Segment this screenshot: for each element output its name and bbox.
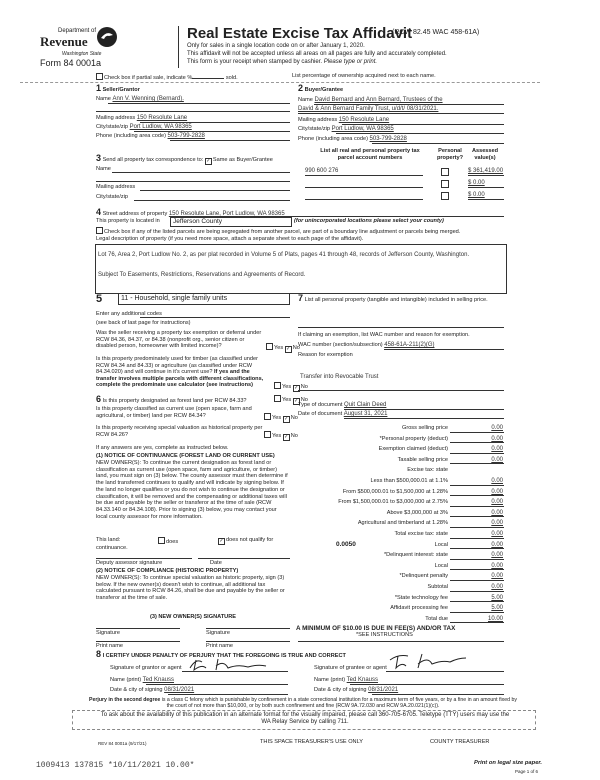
does-option xyxy=(158,537,178,546)
grantee-date-row[interactable] xyxy=(314,687,398,694)
assessed-header-1: Assessed xyxy=(471,148,499,154)
sold-label: sold. xyxy=(225,75,238,81)
grantor-signature-image xyxy=(188,656,268,672)
name-print-label: Name (print) xyxy=(314,677,346,683)
legal-description-line-2: Subject To Easements, Restrictions, Reservations and Agreements of Record. xyxy=(98,272,306,278)
notice-compliance-text: NEW OWNER(S): To continue special valuation as historic property, sign (3) below. If the new owner(s) doesn't wish to continue, all additional tax calculated pursuant to RCW 84.26, shall be due and payable by the seller or transferor at the time of sale. xyxy=(96,575,285,602)
partial-sale-label: Check box if partial sale, indicate % xyxy=(104,75,193,81)
section-number: 4 xyxy=(96,207,102,217)
mail-label: Mailing address xyxy=(298,117,338,123)
grantee-signature-field[interactable] xyxy=(386,671,504,672)
perjury-bold: Perjury in the second degree xyxy=(89,697,161,703)
personal-property-checkbox[interactable] xyxy=(441,168,449,176)
phone-label: Phone (including area code) xyxy=(298,136,368,142)
deputy-date-field[interactable] xyxy=(198,558,290,559)
grantor-signature-field[interactable] xyxy=(182,671,288,672)
additional-codes-field[interactable] xyxy=(140,317,290,318)
buyer-heading xyxy=(298,85,343,94)
no-label: No xyxy=(300,397,308,403)
mail-label: Mailing address xyxy=(96,115,136,121)
forest-question-text: Is this property designated as forest land per RCW 84.33? xyxy=(102,398,247,404)
print-name-label: Print name xyxy=(96,643,124,649)
section-number: 2 xyxy=(298,83,304,93)
buyer-mail-row[interactable] xyxy=(298,117,389,124)
deputy-signature-field[interactable] xyxy=(96,558,192,559)
tax-row-value: 0.00 xyxy=(491,488,503,495)
underline xyxy=(342,124,504,125)
sec3-mail-label: Mailing address xyxy=(96,184,136,190)
legal-paper-note: Print on legal size paper. xyxy=(474,760,542,766)
signature-label: Signature xyxy=(96,630,120,636)
reason-value[interactable]: Transfer into Revocable Trust xyxy=(300,374,379,380)
tax-row-label: Excise tax: state xyxy=(407,467,448,474)
yes-label: Yes xyxy=(274,345,284,351)
underline xyxy=(170,140,290,141)
tax-row-value: 10.00 xyxy=(487,615,503,622)
notice-continuance-title: (1) NOTICE OF CONTINUANCE (FOREST LAND OR CURRENT USE) xyxy=(96,453,275,459)
docdate-value: August 31, 2021 xyxy=(343,411,388,417)
tax-row-label: Less than $500,000.01 at 1.1% xyxy=(370,478,448,484)
tax-row-label: Gross selling price xyxy=(401,425,448,431)
does-label: does xyxy=(166,539,179,545)
underline xyxy=(344,418,504,419)
tax-row-label: From $1,500,000.01 to $3,000,000 at 2.75% xyxy=(338,499,448,506)
treasurer-stamp: 1009413 137815 *10/11/2021 10.00* xyxy=(36,761,195,770)
buyer-phone-value: 503-799-2828 xyxy=(369,136,407,142)
tax-row-value: 0.00 xyxy=(491,531,503,537)
tax-row-label: *State technology fee xyxy=(394,594,448,601)
see-instructions-note: *SEE INSTRUCTIONS xyxy=(356,632,413,638)
grantee-name-row[interactable] xyxy=(314,677,378,684)
buyer-mail-value: 150 Resolute Lane xyxy=(338,117,390,123)
certify-text: I CERTIFY UNDER PENALTY OF PERJURY THAT THE FOREGOING IS TRUE AND CORRECT xyxy=(102,653,346,659)
minimum-due-note: A MINIMUM OF $10.00 IS DUE IN FEE(S) AND/OR TAX xyxy=(296,625,456,632)
section-number: 3 xyxy=(96,153,102,163)
no-label: No xyxy=(292,345,300,351)
q3-yes-checkbox[interactable] xyxy=(274,395,281,402)
tax-row-label: Subtotal xyxy=(427,584,448,590)
treasurer-use-label: THIS SPACE TREASURER'S USE ONLY xyxy=(260,739,364,745)
segregated-checkbox[interactable] xyxy=(96,227,103,234)
no-label: No xyxy=(290,415,298,421)
q2-no-checkbox[interactable]: ✓ xyxy=(294,385,299,391)
grantee-signature-image xyxy=(388,652,468,670)
q2-yes-checkbox[interactable] xyxy=(274,382,281,389)
section-number: 1 xyxy=(96,83,102,93)
tax-row-value: 0.00 xyxy=(491,446,503,453)
sec3-name-label: Name xyxy=(96,166,111,172)
perjury-warning xyxy=(88,697,518,709)
q5-yes-checkbox[interactable] xyxy=(264,431,271,438)
type-print-note: Please type or print. xyxy=(323,59,378,65)
grantor-name-value: Ted Knauss xyxy=(142,677,175,683)
tax-row-label: Agricultural and timberland at 1.28% xyxy=(357,520,448,527)
seller-name-row[interactable] xyxy=(96,96,184,103)
wac-value: 458-61A-211(2)(G) xyxy=(384,342,435,348)
tax-row-value: 5.00 xyxy=(491,605,503,612)
deputy-label: Deputy assessor signature xyxy=(96,560,163,566)
tax-row-label: *Delinquent penalty xyxy=(399,573,448,580)
additional-codes-label: Enter any additional codes xyxy=(96,311,162,317)
header-line-2: This affidavit will not be accepted unless all areas on all pages are fully and accurately completed. xyxy=(187,51,447,57)
sec3-heading xyxy=(96,155,273,165)
dor-logo-icon xyxy=(96,26,118,48)
land-use-code-select[interactable]: 11 - Household, single family units xyxy=(118,293,290,305)
partial-percent-field[interactable] xyxy=(192,78,224,79)
page-number: Page 1 of 6 xyxy=(515,769,539,774)
personal-property-checkbox[interactable] xyxy=(441,192,449,200)
reason-label: Reason for exemption xyxy=(298,352,353,358)
grantor-date-value: 08/31/2021 xyxy=(164,687,195,693)
same-as-buyer-label: Same as Buyer/Grantee xyxy=(212,157,273,163)
tax-row-label: Exemption claimed (deduct) xyxy=(378,446,448,453)
assessed-header-2: value(s) xyxy=(474,155,496,161)
seller-title: Seller/Grantor xyxy=(102,87,140,93)
sec3-city-label: City/state/zip xyxy=(96,194,129,200)
tax-row-label: Local xyxy=(434,541,448,548)
buyer-name-line-2: David & Ann Bernard Family Trust, u/d/t/ 08/31/2021. xyxy=(298,106,439,112)
underline xyxy=(384,349,504,350)
form-title: Real Estate Excise Tax Affidavit xyxy=(187,25,413,42)
tax-row-value: 5.00 xyxy=(491,594,503,601)
tax-row-label: *Personal property (deduct) xyxy=(379,435,448,442)
if-yes-note: If any answers are yes, complete as instructed below. xyxy=(96,445,229,451)
personal-property-checkbox[interactable] xyxy=(441,180,449,188)
assessed-value-field[interactable] xyxy=(468,187,504,188)
tax-row-value: 0.00 xyxy=(491,520,503,527)
does-checkbox[interactable] xyxy=(158,537,165,544)
sec3-name-field[interactable] xyxy=(112,172,290,173)
assessed-value: $ 0.00 xyxy=(468,180,485,186)
personal-property-label: List all personal property (tangible and intangible) included in selling price. xyxy=(304,297,488,303)
receipt-note: This form is your receipt when stamped by cashier. xyxy=(187,59,323,65)
list-percentage-note: List percentage of ownership acquired next to each name. xyxy=(292,73,436,79)
date-city-label: Date & city of signing xyxy=(314,687,367,693)
tax-row-label: Taxable selling price xyxy=(397,456,448,463)
this-land-label: This land: xyxy=(96,537,121,543)
reason-underline xyxy=(298,390,504,391)
name-label: Name xyxy=(298,97,313,103)
yes-label: Yes xyxy=(272,433,282,439)
city-label: City/state/zip xyxy=(96,124,129,130)
seller-name-value: Ann V. Wenning (Bernard). xyxy=(112,96,184,102)
header-line-1: Only for sales in a single location code on or after January 1, 2020. xyxy=(187,43,365,49)
no-label: No xyxy=(290,433,298,439)
forest-question xyxy=(96,396,247,405)
sec7-text xyxy=(298,295,506,304)
seller-heading xyxy=(96,85,140,94)
header-divider xyxy=(178,26,179,68)
personal-header-1: Personal xyxy=(438,148,462,154)
form-rcw: (RCW 82.45 WAC 458-61A) xyxy=(392,29,480,36)
seller-city-value: Port Ludlow, WA 98365 xyxy=(129,124,192,130)
docdate-row[interactable] xyxy=(298,411,387,418)
tax-row-value: 0.00 xyxy=(491,435,503,442)
dept-label: Department of xyxy=(58,28,97,34)
sec3-mail-field[interactable] xyxy=(140,190,290,191)
header-line-3 xyxy=(187,59,377,66)
parcel-number-field[interactable] xyxy=(305,199,423,200)
notice-continuance-text: NEW OWNER(S): To continue the current designation as forest land or classification as current use (open space, farm and agriculture, or timber) land, you must sign on (3) below. The county assessor must then determine if the land transferred continues to qualify and will indicate by signing below. If the land no longer qualifies or you do not wish to continue the designation or classification, it will be removed and the compensating or additional taxes will be due and payable by the seller or transferor at the time of sale (RCW 84.33.140 or 84.34.108). Prior to signing (3) below, you may contact your local county assessor for more information. xyxy=(96,460,288,520)
tax-row-label: Affidavit processing fee xyxy=(390,605,448,612)
parcel-number-field[interactable] xyxy=(305,175,423,176)
wac-label: WAC number (section/subsection) xyxy=(298,342,383,348)
underline xyxy=(372,143,504,144)
docdate-label: Date of document xyxy=(298,411,343,417)
legal-label: Legal description of property (if you need more space, attach a separate sheet to each page of the affidavit). xyxy=(96,236,364,242)
tax-row-value: 0.00 xyxy=(491,499,503,506)
tax-row-label: From $500,000.01 to $1,500,000 at 1.28% xyxy=(342,488,448,495)
located-label: This property is located in xyxy=(96,218,160,224)
new-owner-signature-title: (3) NEW OWNER(S) SIGNATURE xyxy=(150,614,236,620)
owner-print-name-field-1[interactable] xyxy=(96,641,180,642)
underline xyxy=(140,122,290,123)
seller-name-underline xyxy=(108,103,290,104)
underline xyxy=(372,694,504,695)
alternate-format-note: To ask about the availability of this publication in an alternate format for the visually impaired, please call 360-705-6705. Teletype (TTY) users may use the WA Relay Service by calling 711. xyxy=(100,712,510,725)
q1-yes-no xyxy=(266,343,300,353)
tax-row-label: Local xyxy=(434,562,448,569)
street-label: Street address of property xyxy=(102,211,168,217)
parcel-number-field[interactable] xyxy=(305,187,423,188)
tax-row-label: Above $3,000,000 at 3% xyxy=(386,509,448,516)
does-not-checkbox[interactable]: ✓ xyxy=(219,538,224,544)
buyer-name-row-2[interactable] xyxy=(298,106,438,113)
tax-row-value: 0.00 xyxy=(491,541,503,548)
underline xyxy=(344,409,504,410)
assessed-value-field[interactable] xyxy=(468,175,504,176)
unincorporated-note: (for unincorporated locations please select your county) xyxy=(294,218,444,224)
underline xyxy=(146,684,288,685)
personal-property-field[interactable] xyxy=(298,327,504,328)
section-number: 8 xyxy=(96,649,102,659)
q1-yes-checkbox[interactable] xyxy=(266,343,273,350)
sec3-name-field-2[interactable] xyxy=(96,181,290,182)
exemption-question: Was the seller receiving a property tax exemption or deferral under RCW 84.36, 84.37, or 84.38 (nonprofit org., senior citizen or disabled person, homeowner with limited income)? xyxy=(96,330,262,349)
seller-name-line-2[interactable] xyxy=(96,111,290,112)
underline xyxy=(314,104,504,105)
yes-label: Yes xyxy=(282,397,292,403)
does-not-option xyxy=(218,537,273,545)
print-name-label: Print name xyxy=(206,643,234,649)
q3-no-checkbox[interactable]: ✓ xyxy=(294,398,299,404)
county-treasurer-label: COUNTY TREASURER xyxy=(430,739,490,745)
underline xyxy=(168,694,288,695)
local-rate: 0.0050 xyxy=(336,541,356,548)
same-as-buyer-checkbox[interactable]: ✓ xyxy=(206,158,211,164)
parcel-number: 990 600 276 xyxy=(305,168,339,174)
q5-no-checkbox[interactable]: ✓ xyxy=(284,434,289,440)
q4-yes-checkbox[interactable] xyxy=(264,413,271,420)
historical-question: Is this property receiving special valuation as historical property per RCW 84.26? xyxy=(96,425,263,438)
no-label: No xyxy=(300,384,308,390)
name-print-label: Name (print) xyxy=(110,677,142,683)
wac-row[interactable] xyxy=(298,342,434,349)
exemption-claim-label: If claiming an exemption, list WAC number and reason for exemption. xyxy=(298,332,470,338)
signature-label: Signature xyxy=(206,630,230,636)
owner-signature-field-2[interactable] xyxy=(206,628,290,629)
street-value: 150 Resolute Lane, Port Ludlow, WA 98365 xyxy=(168,211,285,217)
parcel-header-2: parcel account numbers xyxy=(337,155,403,161)
revision-label: REV 84 0001a (9/17/21) xyxy=(98,741,147,746)
buyer-title: Buyer/Grantee xyxy=(304,87,344,93)
date-city-label: Date & city of signing xyxy=(110,687,163,693)
section-number: 7 xyxy=(298,293,304,303)
continuance-label: continuance. xyxy=(96,545,128,551)
tax-row-value: 0.00 xyxy=(491,584,503,590)
assessed-value: $ 0.00 xyxy=(468,192,485,198)
seller-mail-value: 150 Resolute Lane xyxy=(136,115,188,121)
buyer-city-value: Port Ludlow, WA 98365 xyxy=(331,126,394,132)
tax-row-value: 0.00 xyxy=(491,425,503,431)
timber-question-text: Is this property predominately used for timber (as classified under RCW 84.34 and 84.33) or agriculture (as classified under RCW 84.34.020) and will continue in it's current use? xyxy=(96,356,258,375)
buyer-name-line-1: David Bernard and Ann Bernard, Trustees of the xyxy=(314,97,443,103)
owner-signature-field-1[interactable] xyxy=(96,628,180,629)
state-label: Washington State xyxy=(62,51,102,57)
grantor-signature-label: Signature of grantor or agent xyxy=(110,665,182,671)
doctype-row[interactable] xyxy=(298,402,386,409)
underline xyxy=(298,113,504,114)
yes-label: Yes xyxy=(272,415,282,421)
buyer-phone-row[interactable] xyxy=(298,136,407,143)
tax-row-label: *Delinquent interest: state xyxy=(383,552,448,559)
does-not-label: does not qualify for xyxy=(226,537,274,543)
doctype-value: Quit Clain Deed xyxy=(344,402,387,408)
yes-label: Yes xyxy=(282,384,292,390)
segregated-label: Check box if any of the listed parcels are being segregated from another parcel, are part of a boundary line adjustment or parcels being merged. xyxy=(104,229,461,235)
grantee-signature-label: Signature of grantee or agent xyxy=(314,665,387,671)
date-label: Date xyxy=(210,560,222,566)
grantee-name-value: Ted Knauss xyxy=(346,677,379,683)
legal-description-line-1: Lot 76, Area 2, Port Ludlow No. 2, as per plat recorded in Volume 5 of Plats, pages 41 through 48, records of Jefferson County, Washington. xyxy=(98,252,470,258)
seller-mail-row[interactable] xyxy=(96,115,187,122)
buyer-city-row[interactable] xyxy=(298,126,394,133)
tax-row-value: 0.00 xyxy=(491,478,503,484)
county-select[interactable]: Jefferson County xyxy=(170,217,292,227)
underline xyxy=(336,133,504,134)
timber-question-note: If yes and the transfer involves multiple parcels with different classifications, complete the predominate use calculator (see instructions) xyxy=(96,369,264,388)
phone-label: Phone (including area code) xyxy=(96,133,166,139)
owner-print-name-field-2[interactable] xyxy=(206,641,290,642)
seller-phone-row[interactable] xyxy=(96,133,205,140)
parcel-header-1: List all real and personal property tax xyxy=(320,148,420,154)
q1-no-checkbox[interactable]: ✓ xyxy=(286,346,291,352)
current-use-question: Is this property classified as current use (open space, farm and agricultural, or timber) land per RCW 84.34? xyxy=(96,406,252,419)
assessed-value-field[interactable] xyxy=(468,199,504,200)
notice-compliance-title: (2) NOTICE OF COMPLIANCE (HISTORIC PROPERTY) xyxy=(96,568,239,574)
section-number: 5 xyxy=(96,293,103,305)
q5-yes-no xyxy=(264,431,298,441)
tax-row-value: 0.00 xyxy=(491,552,503,559)
section-number: 6 xyxy=(96,394,102,404)
revenue-logo-text: Revenue xyxy=(40,34,88,49)
tax-row-value: 0.00 xyxy=(491,573,503,580)
doctype-label: Type of document xyxy=(298,402,343,408)
tax-row-value: 0.00 xyxy=(491,456,503,463)
q4-no-checkbox[interactable]: ✓ xyxy=(284,416,289,422)
name-label: Name xyxy=(96,96,111,102)
grantor-date-row[interactable] xyxy=(110,687,194,694)
tax-row-label: Total excise tax: state xyxy=(394,531,448,537)
sec3-label: Send all property tax correspondence to: xyxy=(102,157,204,163)
segregated-row xyxy=(96,227,460,236)
seller-phone-value: 503-799-2828 xyxy=(167,133,205,139)
buyer-name-row[interactable] xyxy=(298,97,443,104)
perjury-text: is a class C felony which is punishable by confinement in a state correctional institution for a maximum term of five years, or by a fine in an amount fixed by the court of not more than $10,000, or by both such confinement and fine (RCW 9A.72.030 and RCW 9A.20.021(1)(c)). xyxy=(161,697,517,709)
timber-question xyxy=(96,356,270,389)
tax-row-value: 0.00 xyxy=(491,509,503,516)
see-back-note: (see back of last page for instructions) xyxy=(96,320,191,326)
seller-city-row[interactable] xyxy=(96,124,192,131)
sec3-city-field[interactable] xyxy=(134,200,290,201)
form-number: Form 84 0001a xyxy=(40,58,102,68)
grantee-date-value: 08/31/2021 xyxy=(368,687,399,693)
grantor-name-row[interactable] xyxy=(110,677,174,684)
partial-sale-checkbox[interactable] xyxy=(96,73,103,80)
q4-yes-no xyxy=(264,413,298,423)
personal-header-2: property? xyxy=(436,155,464,161)
city-label: City/state/zip xyxy=(298,126,331,132)
tax-row-value: 0.00 xyxy=(491,562,503,569)
underline xyxy=(298,641,504,642)
tax-row-label: Total due xyxy=(425,615,448,622)
underline xyxy=(134,131,290,132)
underline xyxy=(350,684,504,685)
assessed-value: $ 361,419.00 xyxy=(468,168,504,174)
partial-sale-row xyxy=(96,73,238,82)
